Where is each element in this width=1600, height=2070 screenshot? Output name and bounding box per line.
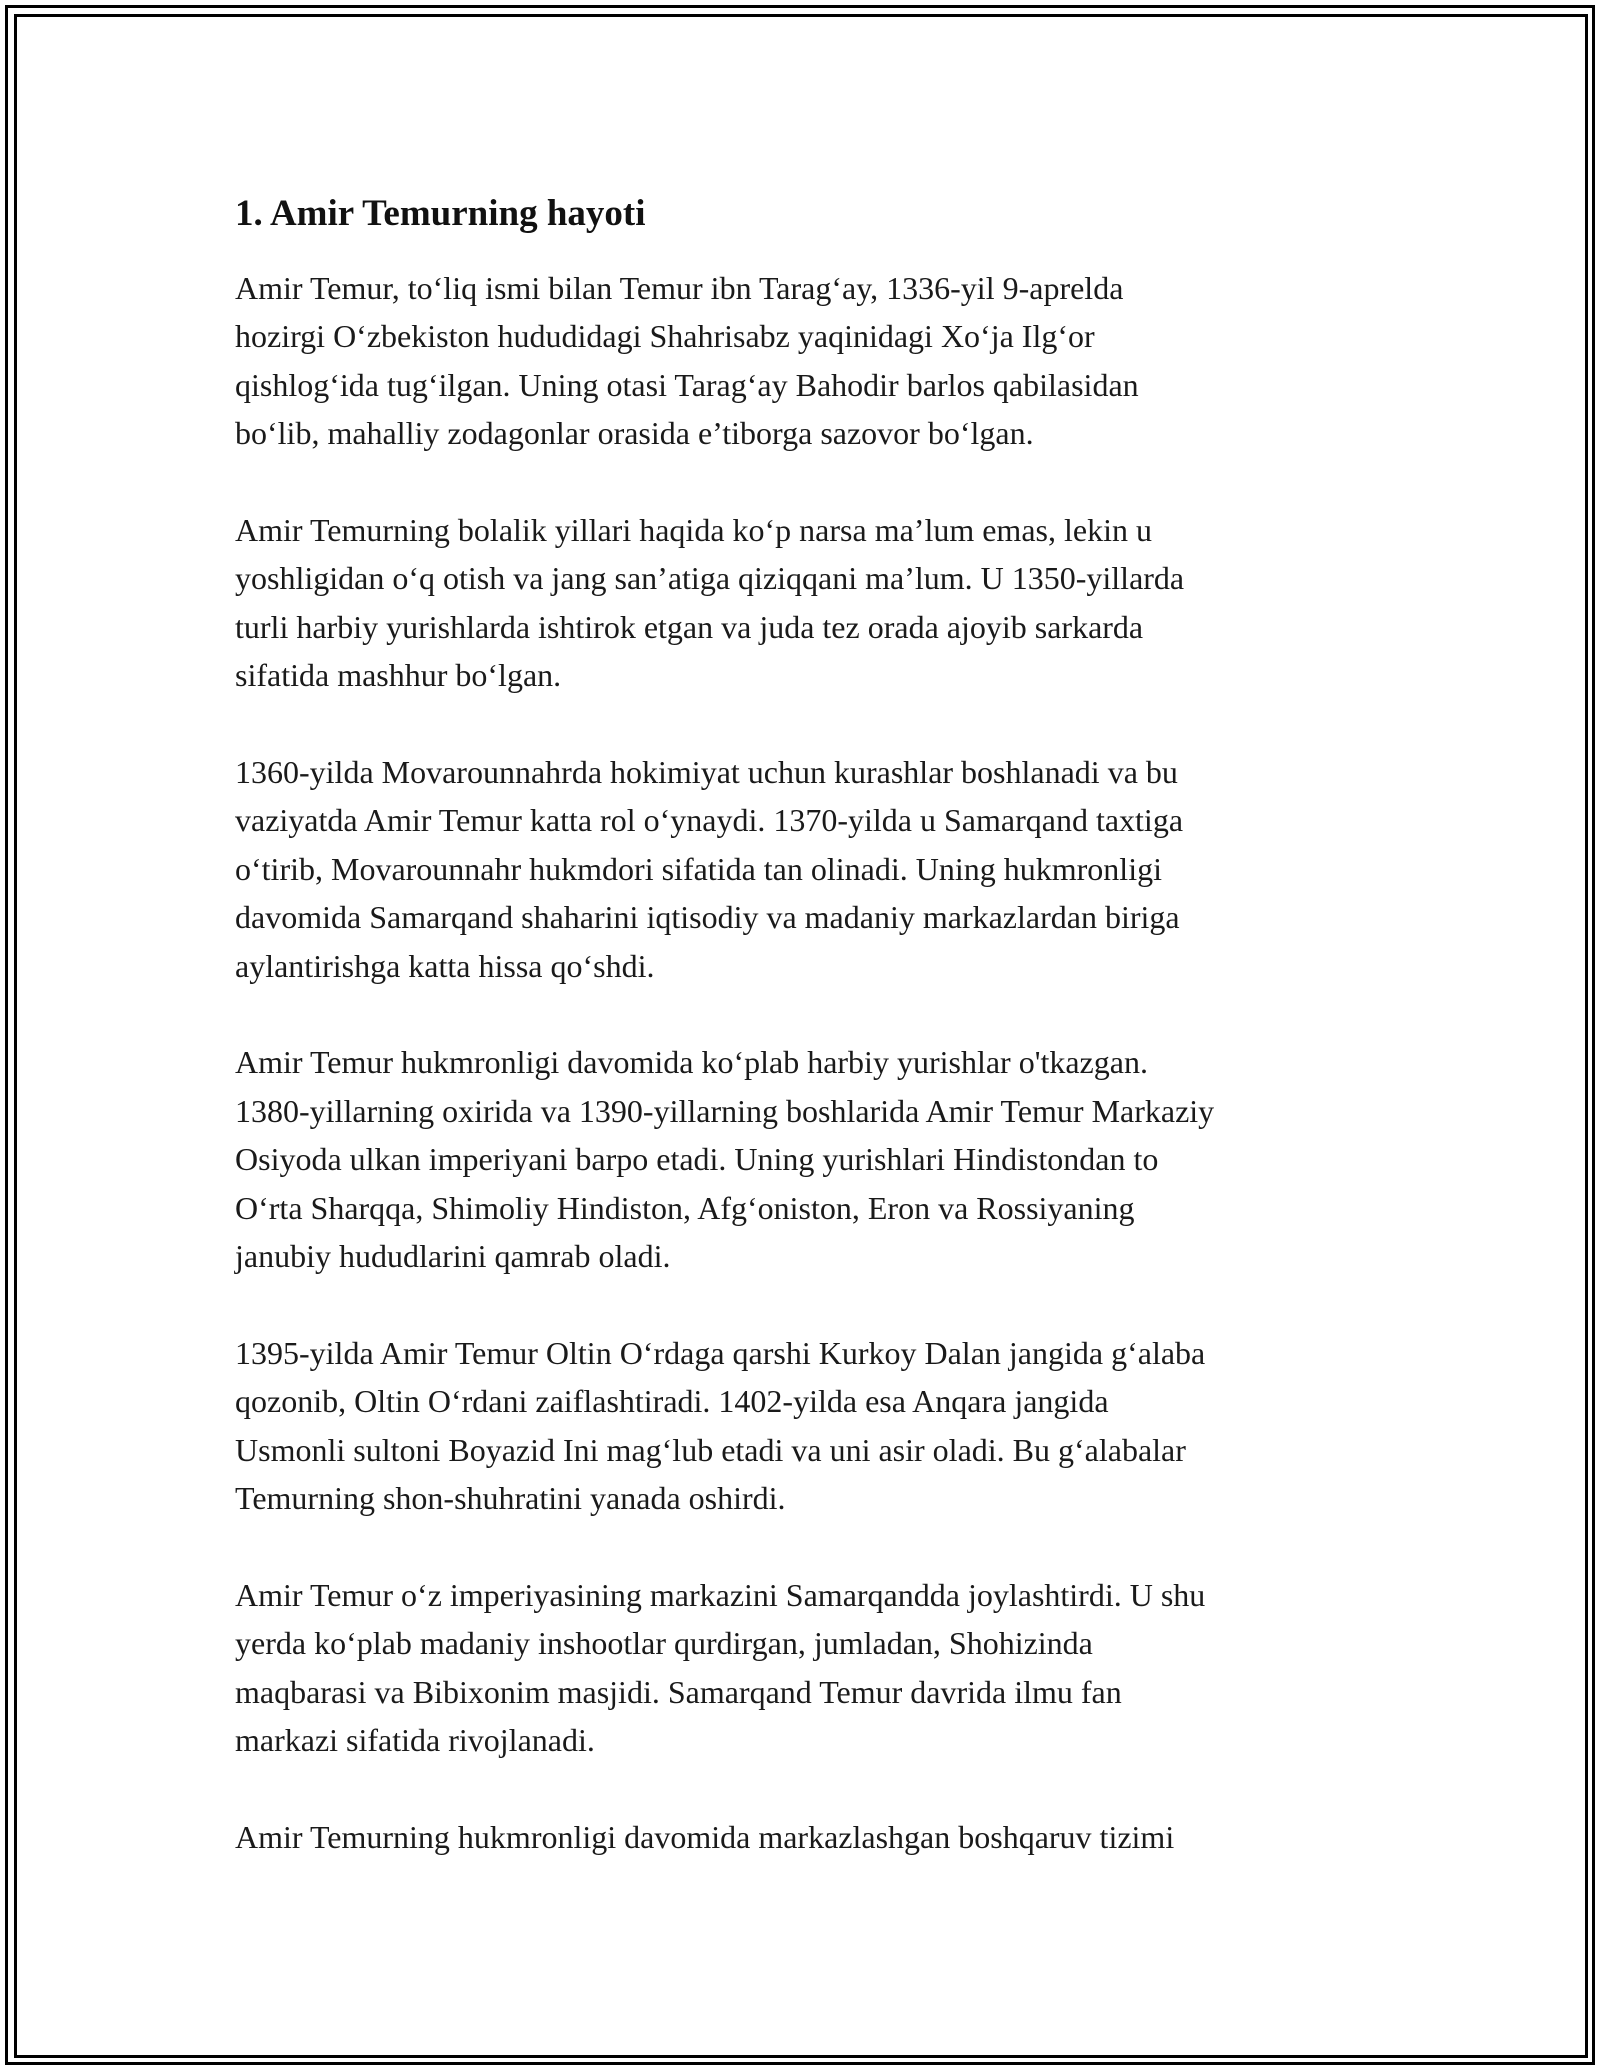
text-line: Osiyoda ulkan imperiyani barpo etadi. Uning yurishlari Hindistondan to [235,1141,1159,1178]
text-line: Amir Temur, to‘liq ismi bilan Temur ibn Tarag‘ay, 1336-yil 9-aprelda [235,270,1124,306]
text-line: yoshligidan o‘q otish va jang san’atiga qiziqqani ma’lum. U 1350-yillarda [235,560,1185,597]
text-line: janubiy hududlarini qamrab oladi. [235,1238,671,1275]
paragraph-1 [235,264,1375,458]
paragraph-6 [235,1571,1375,1765]
text-line: aylantirishga katta hissa qo‘shdi. [235,947,655,984]
section-title: 1. Amir Temurning hayoti [235,193,646,234]
text-line: 1380-yillarning oxirida va 1390-yillarning boshlarida Amir Temur Markaziy [235,1092,1215,1129]
text-line: 1395-yilda Amir Temur Oltin O‘rdaga qarshi Kurkoy Dalan jangida g‘alaba [235,1334,1206,1371]
text-line: markazi sifatida rivojlanadi. [235,1722,595,1759]
text-line: Amir Temur hukmronligi davomida ko‘plab harbiy yurishlar o'tkazgan. [235,1044,1148,1081]
text-line: qishlog‘ida tug‘ilgan. Uning otasi Tarag‘ay Bahodir barlos qabilasidan [235,366,1139,403]
text-line: Amir Temurning bolalik yillari haqida ko‘p narsa ma’lum emas, lekin u [235,512,1152,549]
text-line: bo‘lib, mahalliy zodagonlar orasida e’tiborga sazovor bo‘lgan. [235,415,1034,452]
text-line: Amir Temur o‘z imperiyasining markazini Samarqandda joylashtirdi. U shu [235,1576,1206,1613]
text-line: yerda ko‘plab madaniy inshootlar qurdirgan, jumladan, Shohizinda [235,1625,1093,1662]
text-line: O‘rta Sharqqa, Shimoliy Hindiston, Afg‘oniston, Eron va Rossiyaning [235,1189,1135,1226]
paragraph-3 [235,748,1375,990]
text-line: Temurning shon-shuhratini yanada oshirdi. [235,1480,786,1517]
text-line: vaziyatda Amir Temur katta rol o‘ynaydi. 1370-yilda u Samarqand taxtiga [235,802,1184,839]
text-line: sifatida mashhur bo‘lgan. [235,657,562,694]
text-line: o‘tirib, Movarounnahr hukmdori sifatida tan olinadi. Uning hukmronligi [235,850,1162,887]
text-line: Usmonli sultoni Boyazid Ini mag‘lub etadi va uni asir oladi. Bu g‘alabalar [235,1431,1186,1468]
text-line: 1360-yilda Movarounnahrda hokimiyat uchun kurashlar boshlanadi va bu [235,754,1178,791]
text-line: turli harbiy yurishlarda ishtirok etgan va juda tez orada ajoyib sarkarda [235,608,1144,645]
text-line: Amir Temurning hukmronligi davomida markazlashgan boshqaruv tizimi [235,1818,1175,1855]
paragraph-4 [235,1038,1375,1280]
paragraph-7 [235,1813,1375,1861]
text-line: hozirgi O‘zbekiston hududidagi Shahrisabz yaqinidagi Xo‘ja Ilg‘or [235,318,1095,355]
text-line: maqbarasi va Bibixonim masjidi. Samarqand Temur davrida ilmu fan [235,1673,1122,1710]
text-line: davomida Samarqand shaharini iqtisodiy va madaniy markazlardan biriga [235,899,1180,936]
document-body [235,190,1375,1910]
paragraph-2 [235,506,1375,700]
paragraph-5 [235,1329,1375,1523]
text-line: qozonib, Oltin O‘rdani zaiflashtiradi. 1402-yilda esa Anqara jangida [235,1383,1109,1420]
